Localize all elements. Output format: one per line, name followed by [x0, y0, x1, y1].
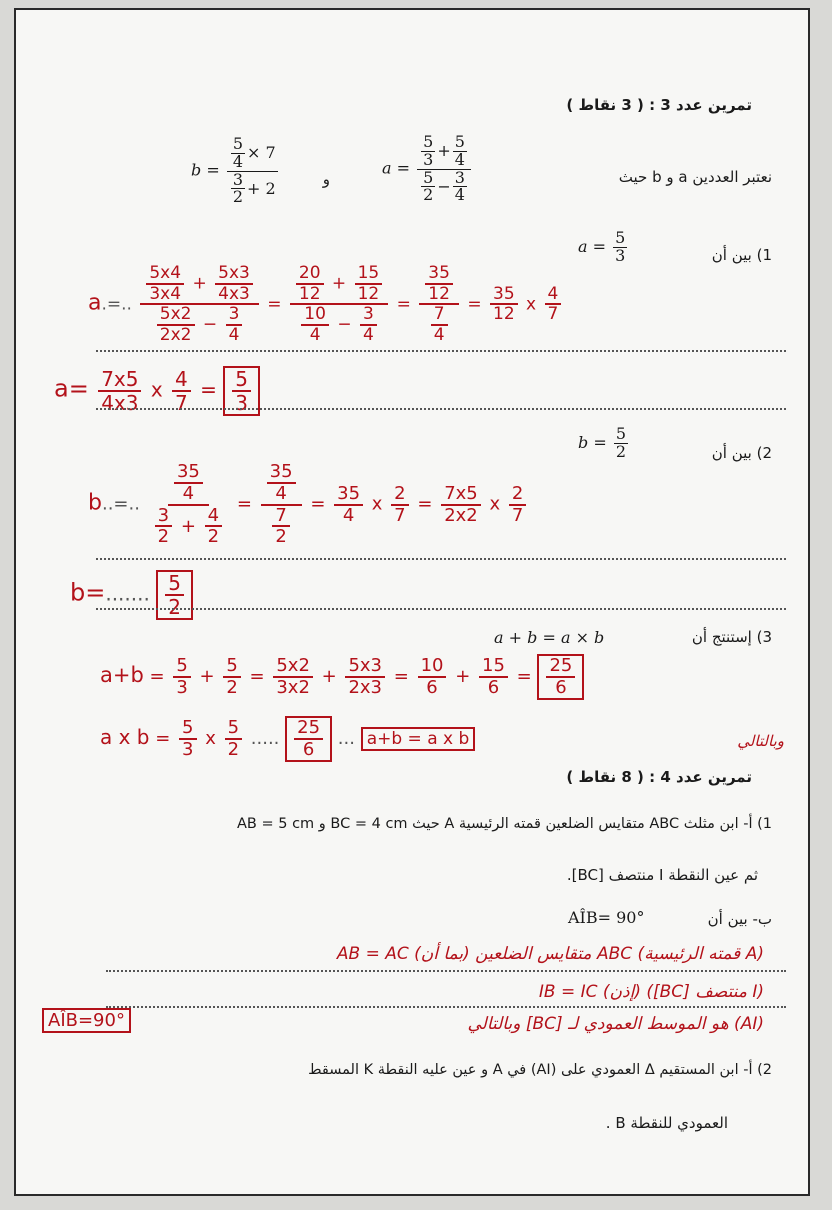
handwritten-proof-line-1: (A قمته الرئيسية) ABC متقايس الضلعين (بما أن) AB = AC	[336, 944, 764, 964]
question-2-label: 2) بين أن	[711, 444, 772, 462]
exercise-4-q2a-continued: العمودي للنقطة B .	[605, 1114, 728, 1132]
answer-line	[96, 558, 786, 560]
question-2-target: b = $\frac{5}{2}$	[578, 424, 627, 461]
exam-sheet	[14, 8, 810, 1196]
handwritten-result-box: AÎB=90°	[42, 1008, 131, 1033]
handwritten-a-step-1: a.=.. $\frac{5x4}{3x4}$ + $\frac{5x3}{4x3}$ $\frac{5x2}{2x2}$ − $\frac{3}{4}$ = $\frac{20}{12}$ + $\frac{15}{12}$ $\frac{10}{4}$ − $\frac{3}{4}$ = $\frac{\frac{35}{12}}{\frac{7}{4}}$ = $\frac{35}{12}$ x $\frac{4}{7}$	[88, 264, 564, 345]
b-definition: b = $\frac{5}{4}$ × 7 $\frac{3}{2}$ + 2	[191, 134, 276, 207]
question-3-expression: a + b = a × b	[494, 628, 605, 647]
exercise-4-q1b-expression: AÎB= 90°	[568, 908, 645, 927]
handwritten-b-step-2: b=....... $\frac{5}{2}$	[70, 570, 193, 620]
handwritten-b-step-1: b..=.. $\frac{35}{4}$ $\frac{3}{2}$ + $\frac{4}{2}$ = $\frac{\frac{35}{4}}{\frac{7}{2}}$ = $\frac{35}{4}$ x $\frac{2}{7}$ = $\frac{7x5}{2x2}$ x $\frac{2}{7}$	[88, 462, 529, 547]
exercise-4-q1a-continued: ثم عين النقطة I منتصف [BC].	[566, 866, 758, 884]
and-word: و	[322, 170, 330, 188]
handwritten-proof-line-2: (I منتصف [BC]) (إذن) IB = IC	[538, 982, 764, 1002]
handwritten-proof-line-3: (AI) هو الموسط العمودي لـ [BC] وبالتالي	[467, 1014, 764, 1034]
question-1-label: 1) بين أن	[711, 246, 772, 264]
handwritten-sum: a+b = $\frac{5}{3}$ + $\frac{5}{2}$ = $\frac{5x2}{3x2}$ + $\frac{5x3}{2x3}$ = $\frac{10}{6}$ + $\frac{15}{6}$ = $\frac{25}{6}$	[100, 654, 584, 700]
exercise-4-q2a: 2) أ- ابن المستقيم Δ العمودي على (AI) في A و عين عليه النقطة K المسقط	[308, 1062, 772, 1078]
answer-line	[96, 608, 786, 610]
exercise-4-title: تمرين عدد 4 : ( 8 نقاط )	[566, 768, 752, 786]
exercise-3-intro: نعتبر العددين a و b حيث	[618, 168, 772, 186]
question-3-label: 3) إستنتج أن	[691, 628, 772, 646]
exercise-4-q1b-label: ب- بين أن	[707, 910, 772, 928]
handwritten-a-step-2: a= $\frac{7x5}{4x3}$ x $\frac{4}{7}$ = $\frac{5}{3}$	[54, 366, 260, 416]
answer-line	[106, 1006, 786, 1008]
answer-line	[96, 408, 786, 410]
exercise-3-title: تمرين عدد 3 : ( 3 نقاط )	[566, 96, 752, 114]
answer-line	[96, 350, 786, 352]
a-definition: a = $\frac{5}{3}$ + $\frac{5}{4}$ $\frac{5}{2}$ − $\frac{3}{4}$	[382, 134, 473, 204]
question-1-target: a = $\frac{5}{3}$	[578, 228, 626, 265]
handwritten-product: a x b = $\frac{5}{3}$ x $\frac{5}{2}$ ..... $\frac{25}{6}$ ... a+b = a x b	[100, 716, 475, 762]
answer-line	[106, 970, 786, 972]
handwritten-therefore: وبالتالي	[737, 732, 784, 750]
exercise-4-q1a: 1) أ- ابن مثلث ABC متقايس الضلعين قمته الرئيسية A حيث BC = 4 cm و AB = 5 cm	[237, 816, 772, 832]
